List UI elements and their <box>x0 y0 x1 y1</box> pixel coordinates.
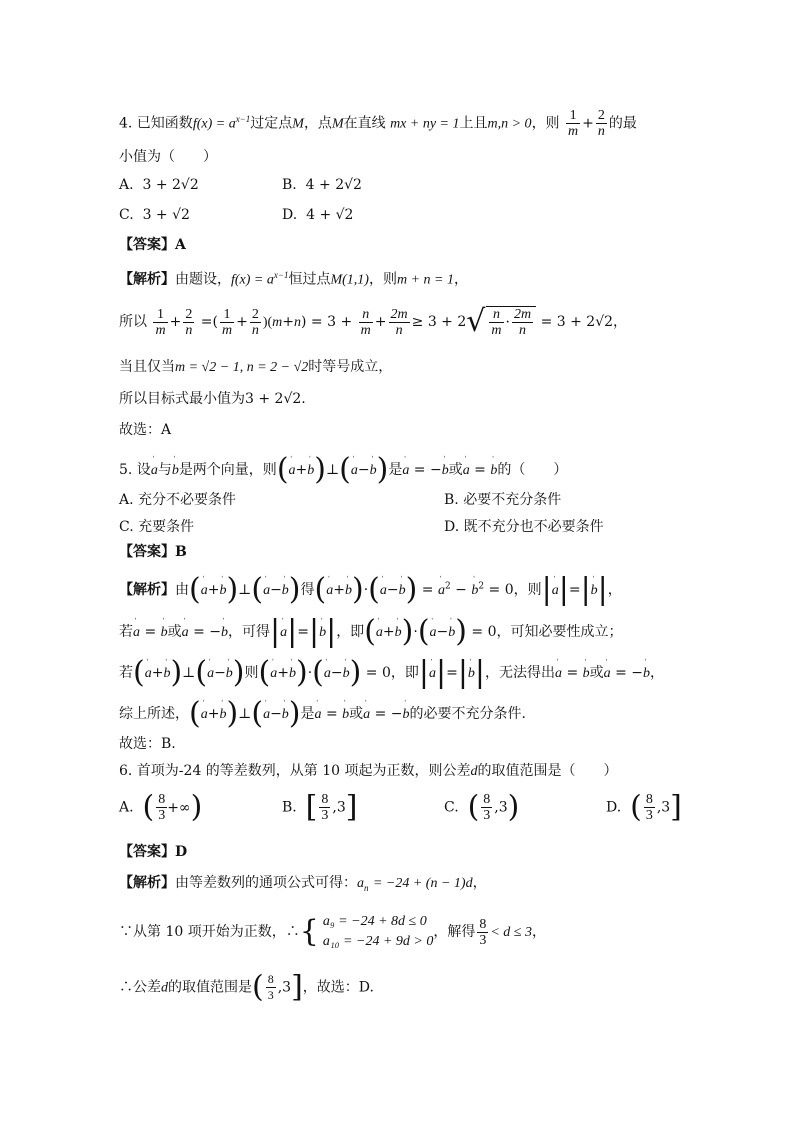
q6-analysis-line3: ∴公差d的取值范围是( $\frac{8}{3}$ ,3]，故选：D. <box>119 969 374 1005</box>
q4-answer: 【答案】A <box>119 237 186 253</box>
q4-number: 4. 已知函数 <box>119 115 193 132</box>
q5-stem: 5. 设ˈ a与ˈ b是两个向量，则(ˈ a+ˈ b)⊥(ˈ a−ˈ b)是ˈ a = −ˈ b或ˈ a = ˈ b的（ ） <box>119 455 567 485</box>
q5-answer: 【答案】B <box>119 544 187 560</box>
q5-option-c[interactable]: C. 充要条件 <box>119 519 195 535</box>
q5-option-d[interactable]: D. 既不充分也不必要条件 <box>444 519 604 535</box>
q5-analysis-line3: 若(ˈ a+ˈ b)⊥(ˈ a−ˈ b)则(ˈ a+ˈ b)·(ˈ a−ˈ b) = 0，即|ˈ a|=|ˈ b|，无法得出ˈ a = ˈ b或ˈ a = −ˈ b， <box>119 658 664 688</box>
q6-answer: 【答案】D <box>119 844 188 860</box>
fraction-2-over-n: $\frac{2}{n}$ <box>597 108 605 139</box>
q6-stem: 6. 首项为-24 的等差数列，从第 10 项起为正数，则公差d的取值范围是（ ） <box>119 763 618 779</box>
q6-option-a[interactable]: A. ( $\frac{8}{3}$ +∞) <box>119 789 203 825</box>
q4-analysis-line3: 当且仅当m = √2 − 1, n = 2 − √2时等号成立， <box>119 359 393 375</box>
q6-analysis-line2: ∵从第 10 项开始为正数，∴{ a₉ = −24 + 8d ≤ 0 a₁₀ = −24 + 9d > 0 ，解得 $\frac{8}{3}$ < d ≤ 3， <box>119 914 546 949</box>
q4-analysis-line2: 所以 $\frac{1}{m}$ + $\frac{2}{n}$ =( $\frac{1}{m}$ + $\frac{2}{n}$ )(m+n) = 3 + $\frac{n}{m}$ + $\frac{2m}{n}$ ≥ 3 + 2√ $\frac{n}{m}$ · $\frac{2m}{n}$ = 3 + 2√2， <box>119 304 628 339</box>
q4-option-c[interactable]: C. 3 + √2 <box>119 207 190 223</box>
q5-analysis-line1: 【解析】由(ˈ a+ˈ b)⊥(ˈ a−ˈ b)得(ˈ a+ˈ b)·(ˈ a−ˈ b) = ˈ $a^2$ − ˈ $b^2 = 0$，则|ˈ a|=|ˈ b|， <box>119 575 622 605</box>
q4-option-a[interactable]: A. 3 + 2√2 <box>119 177 199 193</box>
q5-option-a[interactable]: A. 充分不必要条件 <box>119 492 237 508</box>
q4-stem-line1: 4. 已知函数$f(x) = a^{x-1}$过定点M，点M在直线 mx + ny = 1上且m,n > 0，则 $\frac{1}{m}$ + $\frac{2}{n}$ 的最 <box>119 108 637 139</box>
q4-option-b[interactable]: B. 4 + 2√2 <box>282 177 362 193</box>
q6-option-c[interactable]: C. ( $\frac{8}{3}$ ,3) <box>444 789 520 825</box>
q4-stem-line2: 小值为（ ） <box>119 149 217 165</box>
q6-option-b[interactable]: B. [ $\frac{8}{3}$ ,3] <box>282 789 358 825</box>
q4-analysis-line1: 【解析】由题设，$f(x) = a^{x-1}$恒过点M(1,1)，则m + n = 1， <box>119 270 468 288</box>
q5-analysis-line2: 若ˈ a = ˈ b或ˈ a = −ˈ b，可得|ˈ a|=|ˈ b|，即(ˈ a+ˈ b)·(ˈ a−ˈ b) = 0，可知必要性成立； <box>119 617 623 647</box>
q4-choose: 故选：A <box>119 422 172 438</box>
q5-option-b[interactable]: B. 必要不充分条件 <box>444 492 562 508</box>
q5-analysis-line4: 综上所述，(ˈ a+ˈ b)⊥(ˈ a−ˈ b)是ˈ a = ˈ b或ˈ a = −ˈ b的必要不充分条件. <box>119 699 526 729</box>
q5-choose: 故选：B. <box>119 736 176 752</box>
fraction-1-over-m: $\frac{1}{m}$ <box>568 108 579 139</box>
q6-option-d[interactable]: D. ( $\frac{8}{3}$ ,3] <box>606 789 682 825</box>
q4-analysis-line4: 所以目标式最小值为3 + 2√2. <box>119 391 306 407</box>
q4-option-d[interactable]: D. 4 + √2 <box>282 207 354 223</box>
q6-analysis-line1: 【解析】由等差数列的通项公式可得：$a_n = -24 + (n - 1)d$， <box>119 875 487 893</box>
